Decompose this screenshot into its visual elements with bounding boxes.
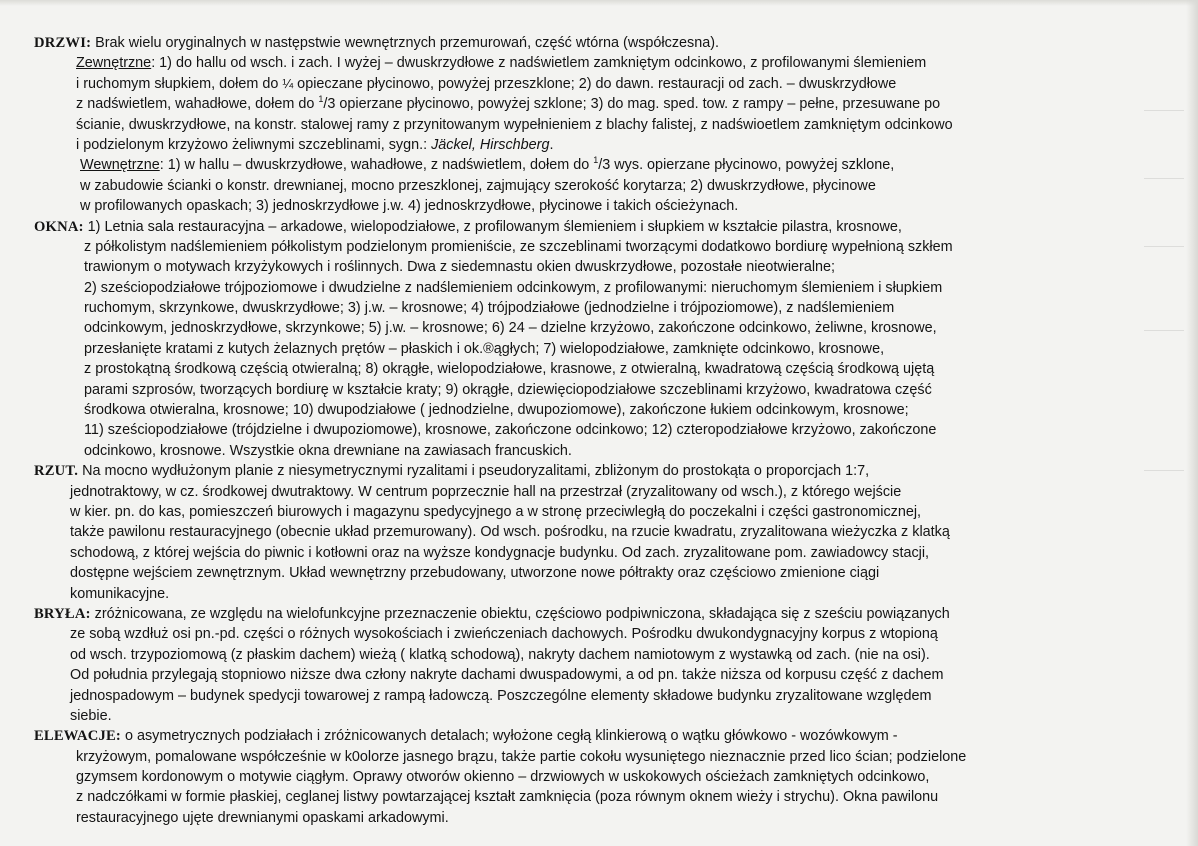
elewacje-line-2 — [34, 747, 1144, 767]
drzwi-text: w profilowanych opaskach; 3) jednoskrzydłowe j.w. 4) jednoskrzydłowe, płycinowe i takich ościeżynach. — [80, 198, 739, 215]
drzwi-line-2 — [34, 53, 1144, 73]
okna-line-6 — [34, 318, 1144, 338]
bryla-line-5 — [34, 686, 1144, 706]
bryla-text: siebie. — [70, 707, 112, 724]
drzwi-line-4 — [34, 94, 1144, 114]
rzut-text: w kier. pn. do kas, pomieszczeń biurowych i magazynu spedycyjnego a w stronę przeciwległą do poczekalni i części gastronomicznej, — [70, 503, 922, 520]
drzwi-text: opieczane płycinowo, powyżej przeszklone; 2) do dawn. restauracji od zach. – dwuskrzydłowe — [293, 75, 897, 92]
elewacje-text: restauracyjnego ujęte drewnianymi opaskami arkadowymi. — [76, 809, 449, 826]
fraction-denominator: 3 — [602, 157, 611, 174]
section-elewacje — [34, 726, 1144, 828]
elewacje-text: z nadczółkami w formie płaskiej, ceglanej listwy powtarzającej kształt zamknięcia (poza równym oknem wieży i strychu). Okna pawilonu — [76, 789, 939, 806]
rzut-line-2 — [34, 482, 1144, 502]
okna-text: 11) sześciopodziałowe (trójdzielne i dwupoziomowe), krosnowe, zakończone odcinkowo; 12) czteropodziałowe krzyżowo, zakończone — [84, 422, 937, 439]
okna-line-9 — [34, 380, 1144, 400]
drzwi-text: i ruchomym słupkiem, dołem do — [76, 75, 283, 92]
okna-line-11 — [34, 420, 1144, 440]
bryla-line-1 — [34, 604, 1144, 624]
fraction-numerator: 1 — [318, 94, 324, 105]
okna-text: trawionym o motywach krzyżykowych i roślinnych. Dwa z siedemnastu okien dwuskrzydłowe, pozostałe nieotwieralne; — [84, 259, 836, 276]
okna-text: 1) Letnia sala restauracyjna – arkadowe, wielopodziałowe, z profilowanym ślemieniem i słupkiem w kształcie pilastra, krosnowe, — [83, 218, 902, 235]
signature-text: Jäckel, Hirschberg — [431, 136, 550, 153]
section-drzwi — [34, 33, 1144, 217]
okna-line-3 — [34, 257, 1144, 277]
okna-text: przesłanięte kratami z kutych żelaznych prętów – płaskich i ok.®ągłych; 7) wielopodziałowe, zamknięte odcinkowo, krosnowe, — [84, 340, 885, 357]
bryla-line-2 — [34, 624, 1144, 644]
rzut-text: komunikacyjne. — [70, 585, 170, 602]
okna-line-5 — [34, 298, 1144, 318]
drzwi-text: ścianie, dwuskrzydłowe, na konstr. stalowej ramy z przynitowanym wypełnieniem z blachy falistej, z nadświoetlem zamkniętym odcinkowo — [76, 116, 953, 133]
drzwi-text: z nadświetlem, wahadłowe, dołem do — [76, 96, 319, 113]
fraction-slash: / — [323, 96, 328, 113]
bryla-text: ze sobą wzdłuż osi pn.-pd. części o różnych wysokościach i zwieńczeniach dachowych. Pośrodku dwukondygnacyjny korpus z wtopioną — [70, 626, 938, 643]
okna-line-1 — [34, 217, 1144, 237]
okna-text: parami szprosów, tworzących bordiurę w kształcie kraty; 9) okrągłe, dziewięciopodziałowe szczeblinami krzyżowo, kwadratowa część — [84, 381, 932, 398]
fraction-quarter: ¼ — [282, 75, 294, 91]
drzwi-text: w zabudowie ścianki o konstr. drewnianej, mocno przeszklonej, zajmujący szerokość korytarza; 2) dwuskrzydłowe, płycinowe — [80, 177, 876, 194]
drzwi-line-6 — [34, 135, 1144, 155]
drzwi-intro: Brak wielu oryginalnych w następstwie wewnętrznych przemurowań, część wtórna (współczesna). — [95, 35, 720, 51]
okna-line-10 — [34, 400, 1144, 420]
rzut-text: także pawilonu restauracyjnego (obecnie układ przemurowany). Od wsch. pośrodku, na rzucie kwadratu, zryzalitowana wieżyczka z klatką — [70, 524, 950, 541]
drzwi-text: i podzielonym krzyżowo żeliwnymi szczeblinami, sygn.: — [76, 136, 432, 153]
drzwi-line-7 — [34, 155, 1144, 175]
drzwi-text: opierzane płycinowo, powyżej szklone; 3) do mag. sped. tow. z rampy – pełne, przesuwane po — [335, 96, 941, 113]
okna-text: odcinkowym, jednoskrzydłowe, skrzynkowe; 5) j.w. – krosnowe; 6) 24 – dzielne krzyżowo, zakończone odcinkowo, żeliwne, krosnowe, — [84, 320, 937, 337]
wewnetrzne-label: Wewnętrzne — [80, 157, 160, 174]
elewacje-text: krzyżowym, pomalowane współcześnie w k0olorze jasnego brązu, także partie cokołu wysuniętego nieznacznie przed lico ścian; podzielone — [76, 748, 967, 765]
fraction-numerator: 1 — [593, 155, 599, 166]
okna-text: 2) sześciopodziałowe trójpoziomowe i dwudzielne z nadślemieniem odcinkowym, z profilowanymi: nieruchomym ślemieniem i słupkiem — [84, 279, 943, 296]
section-rzut — [34, 461, 1144, 604]
okna-line-2 — [34, 237, 1144, 257]
fraction-slash: / — [598, 157, 603, 174]
elewacje-heading: ELEWACJE: — [34, 728, 121, 745]
okna-text: środkowa otwieralna, krosnowe; 10) dwupodziałowe ( jednodzielne, dwupoziomowe), zakończone łukiem odcinkowym, krosnowe; — [84, 402, 909, 419]
rzut-line-4 — [34, 522, 1144, 542]
bleed-through-mark — [1144, 110, 1184, 111]
scan-edge-top — [0, 0, 1198, 6]
rzut-heading: RZUT. — [34, 463, 79, 480]
drzwi-line-8 — [34, 176, 1144, 196]
okna-text: z prostokątną środkową częścią otwieralną; 8) okrągłe, wielopodziałowe, krasnowe, z otwieralną, kwadratową częścią środkową ujętą — [84, 361, 935, 378]
scan-edge-right — [1186, 0, 1198, 846]
drzwi-text: . — [549, 136, 554, 153]
bleed-through-mark — [1144, 470, 1184, 471]
bleed-through-mark — [1144, 330, 1184, 331]
fraction-denominator: 3 — [327, 96, 336, 113]
elewacje-line-1 — [34, 726, 1144, 746]
rzut-line-6 — [34, 563, 1144, 583]
bryla-line-6 — [34, 706, 1144, 726]
okna-text: ruchomym, skrzynkowe, dwuskrzydłowe; 3) j.w. – krosnowe; 4) trójpodziałowe (jednodzielne i trójpoziomowe), z nadślemieniem — [84, 300, 895, 317]
bryla-heading: BRYŁA: — [34, 605, 91, 622]
rzut-text: schodową, z której wejścia do piwnic i kotłowni oraz na wyższe kondygnacje budynku. Od zach. zryzalitowane pom. zawiadowcy stacji, — [70, 544, 930, 561]
elewacje-text: o asymetrycznych podziałach i zróżnicowanych detalach; wyłożone cegłą klinkierową o wątku główkowo - wozówkowym - — [120, 728, 898, 745]
bleed-through-mark — [1144, 178, 1184, 179]
rzut-line-5 — [34, 543, 1144, 563]
wewnetrzne-text: : 1) w hallu – dwuskrzydłowe, wahadłowe, z nadświetlem, dołem do — [159, 157, 594, 174]
bryla-text: od wsch. trzypoziomową (z płaskim dachem) wieżą ( klatką schodową), nakryty dachem namiotowym z wystawką od zach. (nie na osi). — [70, 646, 930, 663]
bryla-text: zróżnicowana, ze względu na wielofunkcyjne przeznaczenie obiektu, częściowo podpiwniczona, składająca się z sześciu powiązanych — [90, 605, 950, 622]
drzwi-line-1 — [34, 33, 1144, 53]
bryla-line-3 — [34, 645, 1144, 665]
zewnetrzne-text: : 1) do hallu od wsch. i zach. I wyżej – dwuskrzydłowe z nadświetlem zamkniętym odcinkowo, z profilowanymi ślemieniem — [151, 55, 927, 72]
drzwi-line-5 — [34, 115, 1144, 135]
document-page — [34, 33, 1144, 828]
elewacje-text: gzymsem kordonowym o motywie ciągłym. Oprawy otworów okienno – drzwiowych w uskokowych ościeżach zamkniętych odcinkowo, — [76, 769, 930, 786]
okna-line-12 — [34, 441, 1144, 461]
elewacje-line-5 — [34, 808, 1144, 828]
drzwi-line-3 — [34, 74, 1144, 94]
zewnetrzne-label: Zewnętrzne — [76, 55, 152, 72]
okna-heading: OKNA: — [34, 218, 84, 235]
bryla-text: jednospadowym – budynek spedycji towarowej z rampą ładowczą. Poszczególne elementy składowe budynku zryzalitowane względem — [70, 687, 932, 704]
drzwi-line-9 — [34, 196, 1144, 216]
rzut-line-3 — [34, 502, 1144, 522]
elewacje-line-3 — [34, 767, 1144, 787]
rzut-line-1 — [34, 461, 1144, 481]
drzwi-heading: DRZWI: — [34, 35, 92, 51]
okna-text: odcinkowo, krosnowe. Wszystkie okna drewniane na zawiasach francuskich. — [84, 442, 572, 459]
section-okna — [34, 217, 1144, 462]
okna-line-8 — [34, 359, 1144, 379]
bleed-through-mark — [1144, 246, 1184, 247]
elewacje-line-4 — [34, 787, 1144, 807]
okna-line-7 — [34, 339, 1144, 359]
rzut-text: dostępne wejściem zewnętrznym. Układ wewnętrzny przebudowany, utworzone nowe półtrakty oraz częściowo zmienione ciągi — [70, 565, 880, 582]
rzut-text: Na mocno wydłużonym planie z niesymetrycznymi ryzalitami i pseudoryzalitami, zbliżonym do prostokąta o proporcjach 1:7, — [78, 463, 870, 480]
rzut-text: jednotraktowy, w cz. środkowej dwutraktowy. W centrum poprzecznie hall na przestrzał (zryzalitowany od wsch.), z którego wejście — [70, 483, 902, 500]
bryla-text: Od południa przylegają stopniowo niższe dwa człony nakryte dachami dwuspadowymi, a od pn. także niższa od korpusu część z dachem — [70, 667, 944, 684]
bryla-line-4 — [34, 665, 1144, 685]
wewnetrzne-text: wys. opierzane płycinowo, powyżej szklone, — [610, 157, 895, 174]
rzut-line-7 — [34, 584, 1144, 604]
okna-line-4 — [34, 278, 1144, 298]
okna-text: z półkolistym nadślemieniem półkolistym podzielonym promieniście, ze szczeblinami tworzącymi dodatkowo bordiurę wypełnioną szkłem — [84, 238, 953, 255]
section-bryla — [34, 604, 1144, 726]
